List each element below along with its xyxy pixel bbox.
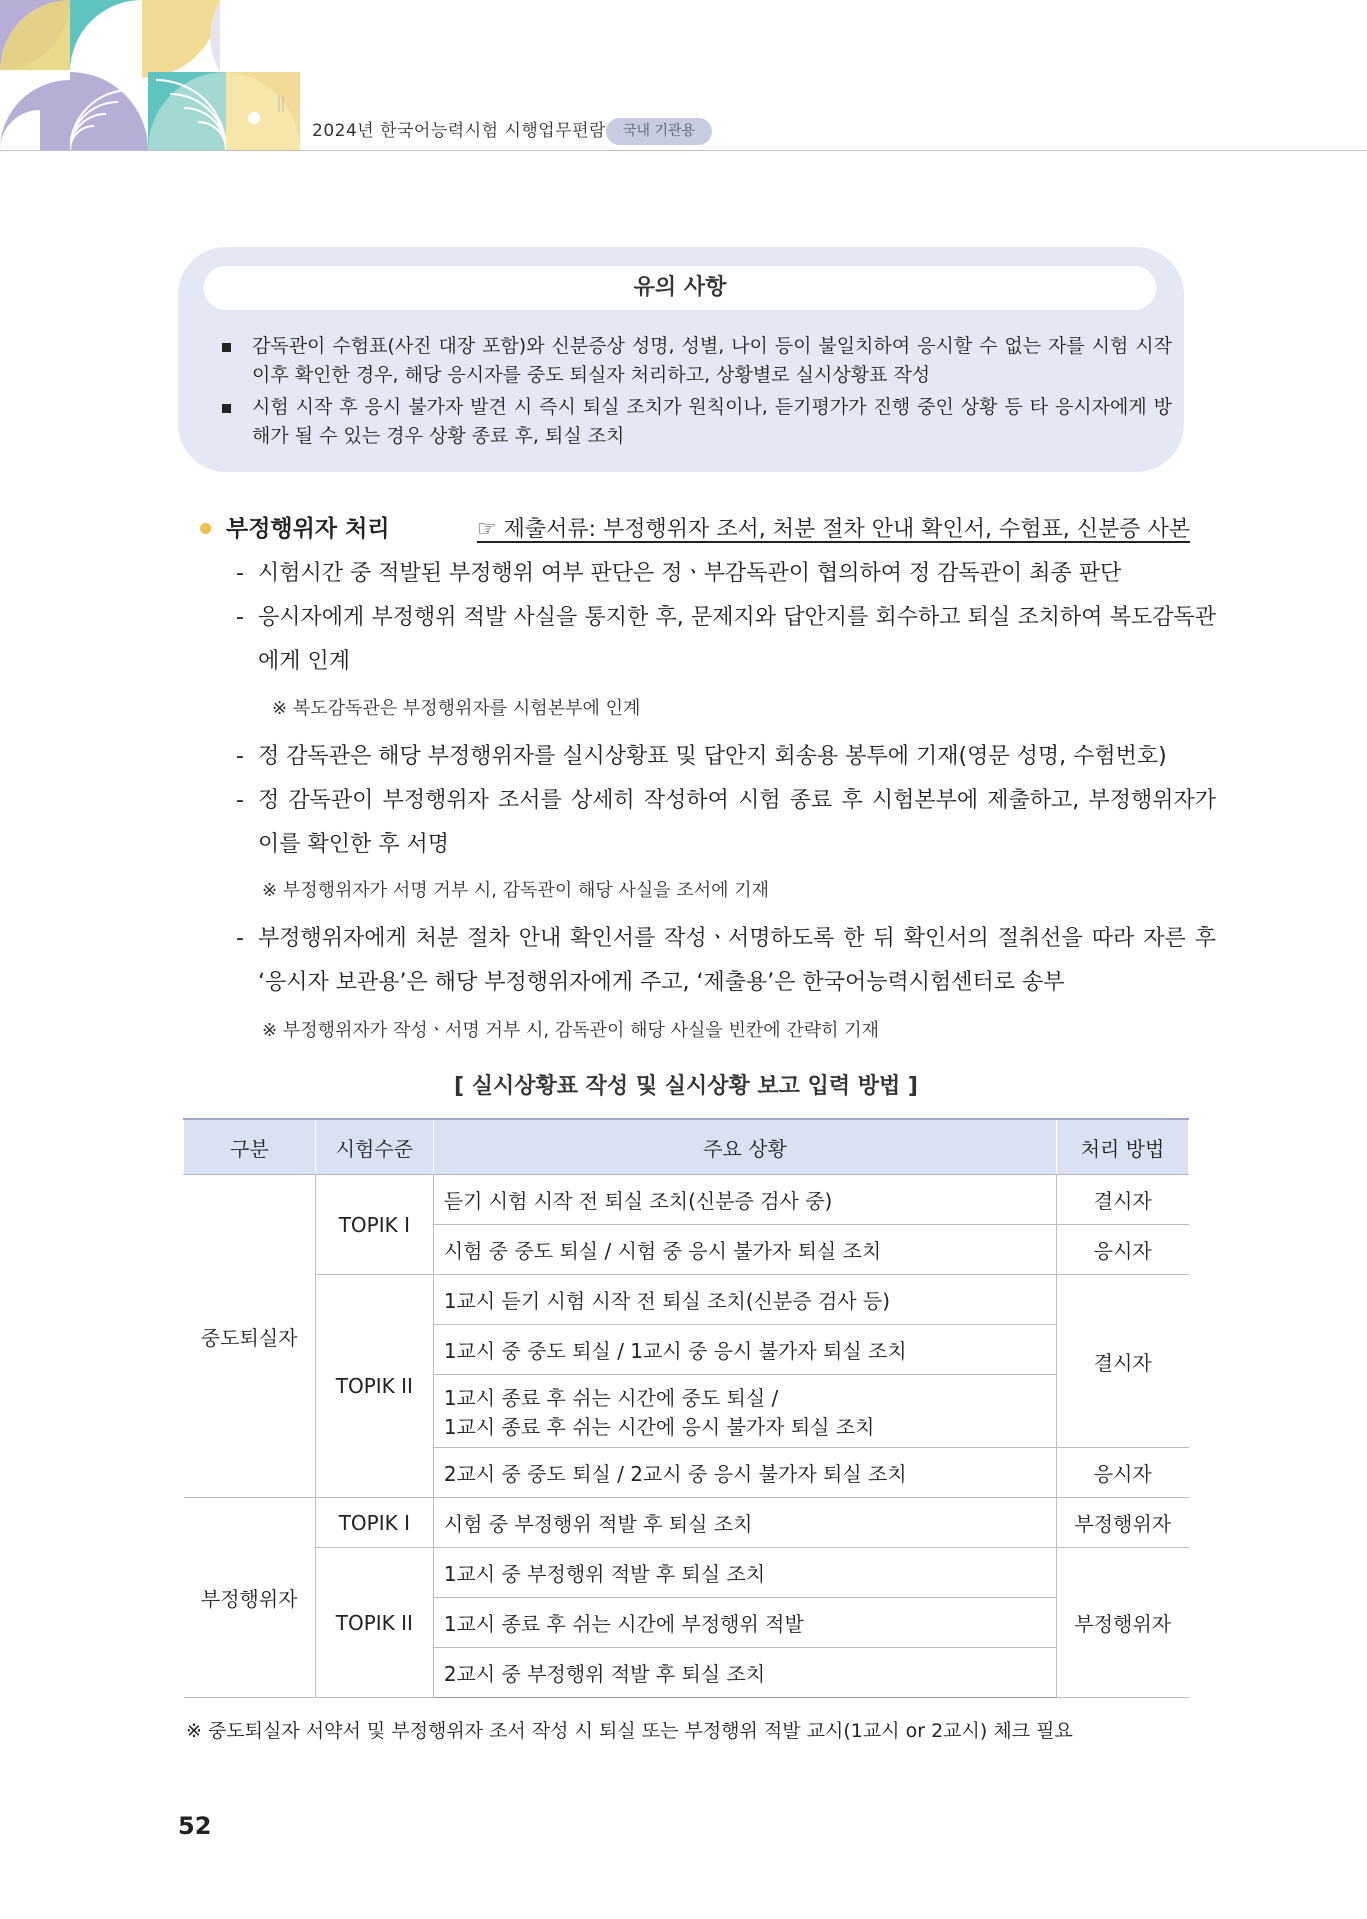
level-cell: TOPIK I [315,1175,433,1275]
header-decoration-graphic [0,0,300,152]
dash-marker: - [236,561,244,586]
header-divider [0,150,1367,151]
required-documents: ☞ 제출서류: 부정행위자 조서, 처분 절차 안내 확인서, 수험표, 신분증 사본 [476,517,1190,542]
header-action: 처리 방법 [1057,1119,1189,1175]
category-cell: 중도퇴실자 [184,1175,316,1498]
level-cell: TOPIK II [315,1275,433,1498]
procedure-item [236,917,1216,1005]
situation-cell: 1교시 종료 후 쉬는 시간에 응시 불가자 퇴실 조치 [433,1411,1056,1448]
procedure-text: 정 감독관이 부정행위자 조서를 상세히 작성하여 시험 종료 후 시험본부에 제출하고, 부정행위자가 이를 확인한 후 서명 [258,788,1216,857]
header-situation: 주요 상황 [433,1119,1056,1175]
procedure-text: 정 감독관은 해당 부정행위자를 실시상황표 및 답안지 회송용 봉투에 기재(영문 성명, 수험번호) [258,744,1167,769]
action-cell: 부정행위자 [1057,1548,1189,1698]
notice-item [222,332,1172,390]
situation-cell: 1교시 중 부정행위 적발 후 퇴실 조치 [433,1548,1056,1598]
section-title: 부정행위자 처리 [226,516,390,542]
section-heading [200,510,1200,544]
dash-marker: - [236,788,244,813]
square-bullet-icon [222,404,231,413]
situation-cell: 1교시 종료 후 쉬는 시간에 중도 퇴실 / [433,1375,1056,1412]
page-number: 52 [178,1812,212,1840]
procedure-note: ※ 부정행위자가 서명 거부 시, 감독관이 해당 사실을 조서에 기재 [262,880,769,901]
procedure-note: ※ 복도감독관은 부정행위자를 시험본부에 인계 [272,698,641,719]
table-footnote: ※ 중도퇴실자 서약서 및 부정행위자 조서 작성 시 퇴실 또는 부정행위 적발 교시(1교시 or 2교시) 체크 필요 [186,1720,1073,1742]
procedure-text: 시험시간 중 적발된 부정행위 여부 판단은 정ㆍ부감독관이 협의하여 정 감독관이 최종 판단 [258,561,1122,586]
situation-cell: 1교시 듣기 시험 시작 전 퇴실 조치(신분증 검사 등) [433,1275,1056,1325]
notice-item-text: 시험 시작 후 응시 불가자 발견 시 즉시 퇴실 조치가 원칙이나, 듣기평가가 진행 중인 상황 등 타 응시자에게 방해가 될 수 있는 경우 상황 종료 후, 퇴실 조치 [252,396,1172,447]
procedure-item [236,735,1216,779]
procedure-text: 부정행위자에게 처분 절차 안내 확인서를 작성ㆍ서명하도록 한 뒤 확인서의 절취선을 따라 자른 후 ‘응시자 보관용’은 해당 부정행위자에게 주고, ‘제출용’은 한국어능력시험센터로 송부 [258,926,1216,995]
action-cell: 부정행위자 [1057,1498,1189,1548]
notice-item-text: 감독관이 수험표(사진 대장 포함)와 신분증상 성명, 성별, 나이 등이 불일치하여 응시할 수 없는 자를 시험 시작 이후 확인한 경우, 해당 응시자를 중도 퇴실자 처리하고, 상황별로 실시상황표 작성 [252,335,1172,386]
action-cell: 결시자 [1057,1275,1189,1448]
table-row [184,1498,1189,1548]
dash-marker: - [236,744,244,769]
bullet-dot-icon [200,523,211,534]
header-badge: 국내 기관용 [606,118,712,145]
situation-cell: 2교시 중 부정행위 적발 후 퇴실 조치 [433,1648,1056,1698]
action-cell: 응시자 [1057,1448,1189,1498]
notice-item [222,393,1172,451]
situation-cell: 듣기 시험 시작 전 퇴실 조치(신분증 검사 중) [433,1175,1056,1225]
situation-cell: 2교시 중 중도 퇴실 / 2교시 중 응시 불가자 퇴실 조치 [433,1448,1056,1498]
situation-cell: 1교시 종료 후 쉬는 시간에 부정행위 적발 [433,1598,1056,1648]
table-row [184,1275,1189,1325]
situation-cell: 시험 중 부정행위 적발 후 퇴실 조치 [433,1498,1056,1548]
dash-marker: - [236,605,244,630]
notice-title: 유의 사항 [204,266,1156,310]
table-row [184,1548,1189,1598]
situation-cell: 시험 중 중도 퇴실 / 시험 중 응시 불가자 퇴실 조치 [433,1225,1056,1275]
table-title: [ 실시상황표 작성 및 실시상황 보고 입력 방법 ] [454,1074,918,1099]
procedure-item [236,779,1216,867]
square-bullet-icon [222,343,231,352]
header-category: 구분 [184,1119,316,1175]
level-cell: TOPIK I [315,1498,433,1548]
notice-box [178,247,1184,472]
procedure-item [236,552,1216,596]
header-level: 시험수준 [315,1119,433,1175]
status-table [183,1118,1189,1698]
dash-marker: - [236,926,244,951]
action-cell: 응시자 [1057,1225,1189,1275]
header-title: 2024년 한국어능력시험 시행업무편람 [312,121,606,141]
action-cell: 결시자 [1057,1175,1189,1225]
level-cell: TOPIK II [315,1548,433,1698]
table-row [184,1175,1189,1225]
category-cell: 부정행위자 [184,1498,316,1698]
procedure-note: ※ 부정행위자가 작성ㆍ서명 거부 시, 감독관이 해당 사실을 빈칸에 간략히 기재 [262,1020,880,1041]
table-header-row [184,1119,1189,1175]
procedure-item [236,596,1216,684]
situation-cell: 1교시 중 중도 퇴실 / 1교시 중 응시 불가자 퇴실 조치 [433,1325,1056,1375]
procedure-text: 응시자에게 부정행위 적발 사실을 통지한 후, 문제지와 답안지를 회수하고 퇴실 조치하여 복도감독관에게 인계 [258,605,1216,674]
